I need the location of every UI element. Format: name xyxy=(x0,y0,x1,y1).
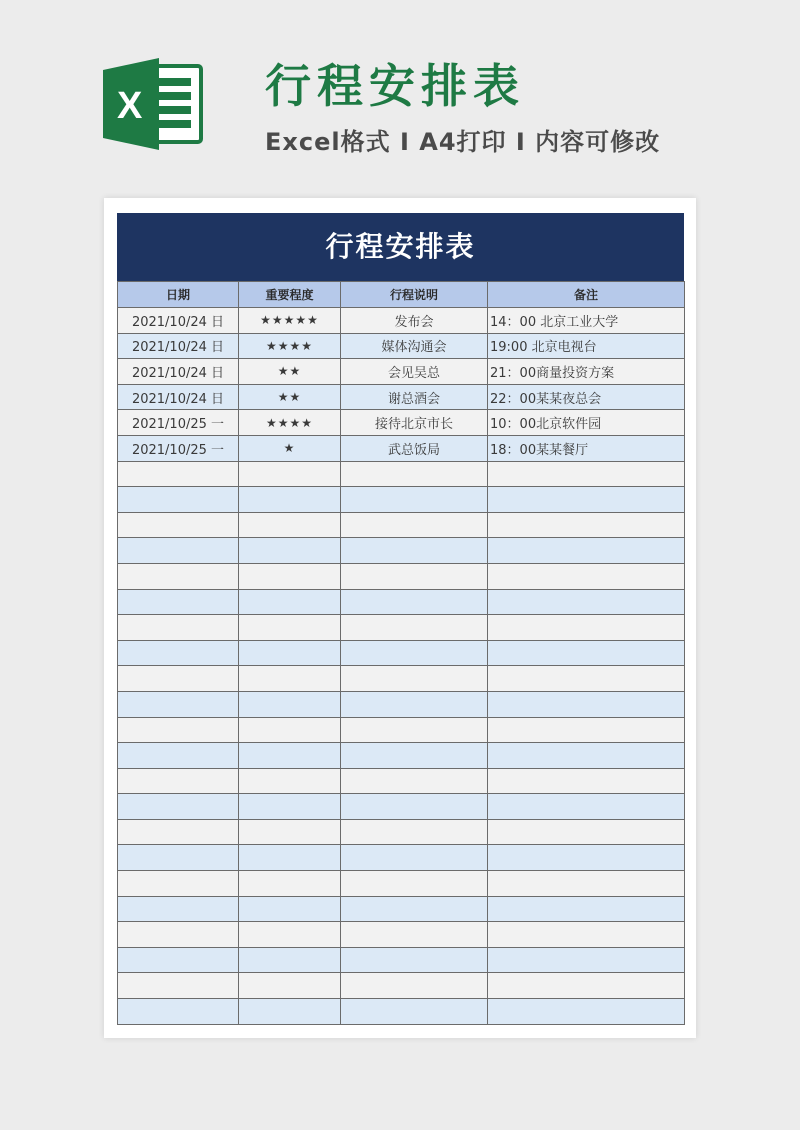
cell-description[interactable] xyxy=(341,845,488,871)
cell-importance[interactable]: ★★ xyxy=(239,384,341,410)
cell-date[interactable] xyxy=(118,461,239,487)
cell-importance[interactable]: ★ xyxy=(239,435,341,461)
cell-date[interactable] xyxy=(118,947,239,973)
column-header-date: 日期 xyxy=(118,282,239,308)
cell-date[interactable] xyxy=(118,666,239,692)
cell-note[interactable]: 14：00 北京工业大学 xyxy=(488,308,685,334)
cell-date[interactable] xyxy=(118,487,239,513)
cell-date[interactable] xyxy=(118,743,239,769)
cell-note[interactable] xyxy=(488,947,685,973)
cell-date[interactable]: 2021/10/24 日 xyxy=(118,308,239,334)
cell-note[interactable] xyxy=(488,512,685,538)
empty-table-row xyxy=(118,717,685,743)
cell-date[interactable] xyxy=(118,794,239,820)
cell-description[interactable]: 谢总酒会 xyxy=(341,384,488,410)
excel-icon xyxy=(103,58,203,150)
cell-date[interactable] xyxy=(118,819,239,845)
schedule-sheet xyxy=(117,213,684,1025)
cell-description[interactable] xyxy=(341,768,488,794)
cell-note[interactable] xyxy=(488,563,685,589)
cell-description[interactable] xyxy=(341,461,488,487)
table-row xyxy=(118,435,685,461)
cell-date[interactable] xyxy=(118,640,239,666)
cell-importance[interactable] xyxy=(239,512,341,538)
cell-date[interactable]: 2021/10/25 一 xyxy=(118,435,239,461)
empty-table-row xyxy=(118,999,685,1025)
cell-importance[interactable] xyxy=(239,563,341,589)
cell-description[interactable]: 接待北京市长 xyxy=(341,410,488,436)
cell-description[interactable] xyxy=(341,666,488,692)
table-row xyxy=(118,359,685,385)
cell-note[interactable]: 10：00北京软件园 xyxy=(488,410,685,436)
page-title: 行程安排表 xyxy=(265,59,525,113)
empty-table-row xyxy=(118,743,685,769)
empty-table-row xyxy=(118,947,685,973)
table-header-row xyxy=(118,282,685,308)
cell-description[interactable] xyxy=(341,538,488,564)
cell-description[interactable] xyxy=(341,563,488,589)
empty-table-row xyxy=(118,922,685,948)
cell-note[interactable] xyxy=(488,589,685,615)
cell-importance[interactable]: ★★★★★ xyxy=(239,308,341,334)
column-header-note: 备注 xyxy=(488,282,685,308)
empty-table-row xyxy=(118,896,685,922)
cell-date[interactable] xyxy=(118,896,239,922)
cell-note[interactable] xyxy=(488,768,685,794)
cell-importance[interactable] xyxy=(239,615,341,641)
cell-importance[interactable] xyxy=(239,947,341,973)
empty-table-row xyxy=(118,512,685,538)
cell-date[interactable] xyxy=(118,538,239,564)
cell-description[interactable] xyxy=(341,794,488,820)
table-row xyxy=(118,333,685,359)
cell-importance[interactable] xyxy=(239,845,341,871)
cell-description[interactable]: 武总饭局 xyxy=(341,435,488,461)
cell-date[interactable]: 2021/10/24 日 xyxy=(118,359,239,385)
cell-importance[interactable] xyxy=(239,691,341,717)
cell-importance[interactable] xyxy=(239,973,341,999)
cell-importance[interactable] xyxy=(239,461,341,487)
cell-importance[interactable]: ★★★★ xyxy=(239,333,341,359)
cell-description[interactable] xyxy=(341,615,488,641)
page-subtitle: Excel格式 I A4打印 I 内容可修改 xyxy=(265,128,661,156)
empty-table-row xyxy=(118,794,685,820)
cell-note[interactable] xyxy=(488,461,685,487)
cell-importance[interactable] xyxy=(239,666,341,692)
cell-description[interactable] xyxy=(341,871,488,897)
schedule-table xyxy=(117,281,685,1025)
cell-note[interactable]: 19:00 北京电视台 xyxy=(488,333,685,359)
cell-description[interactable] xyxy=(341,947,488,973)
cell-note[interactable] xyxy=(488,819,685,845)
cell-description[interactable] xyxy=(341,487,488,513)
empty-table-row xyxy=(118,487,685,513)
cell-note[interactable] xyxy=(488,487,685,513)
logo-letter: X xyxy=(117,85,143,127)
cell-note[interactable] xyxy=(488,640,685,666)
cell-importance[interactable]: ★★★★ xyxy=(239,410,341,436)
cell-description[interactable] xyxy=(341,691,488,717)
cell-note[interactable]: 21：00商量投资方案 xyxy=(488,359,685,385)
cell-date[interactable] xyxy=(118,563,239,589)
table-row xyxy=(118,308,685,334)
cell-date[interactable] xyxy=(118,615,239,641)
cell-importance[interactable] xyxy=(239,589,341,615)
cell-date[interactable] xyxy=(118,691,239,717)
cell-date[interactable] xyxy=(118,871,239,897)
cell-importance[interactable] xyxy=(239,640,341,666)
cell-date[interactable] xyxy=(118,922,239,948)
cell-description[interactable] xyxy=(341,973,488,999)
empty-table-row xyxy=(118,461,685,487)
cell-description[interactable] xyxy=(341,743,488,769)
cell-date[interactable] xyxy=(118,999,239,1025)
table-row xyxy=(118,384,685,410)
column-header-importance: 重要程度 xyxy=(239,282,341,308)
empty-table-row xyxy=(118,538,685,564)
cell-description[interactable] xyxy=(341,589,488,615)
cell-importance[interactable] xyxy=(239,794,341,820)
cell-importance[interactable] xyxy=(239,768,341,794)
cell-date[interactable] xyxy=(118,973,239,999)
cell-importance[interactable]: ★★ xyxy=(239,359,341,385)
cell-importance[interactable] xyxy=(239,487,341,513)
empty-table-row xyxy=(118,563,685,589)
cell-importance[interactable] xyxy=(239,717,341,743)
empty-table-row xyxy=(118,768,685,794)
cell-note[interactable] xyxy=(488,794,685,820)
empty-table-row xyxy=(118,666,685,692)
cell-importance[interactable] xyxy=(239,871,341,897)
empty-table-row xyxy=(118,973,685,999)
cell-note[interactable]: 22：00某某夜总会 xyxy=(488,384,685,410)
cell-note[interactable] xyxy=(488,538,685,564)
cell-date[interactable] xyxy=(118,717,239,743)
cell-note[interactable] xyxy=(488,717,685,743)
cell-date[interactable]: 2021/10/24 日 xyxy=(118,333,239,359)
cell-importance[interactable] xyxy=(239,743,341,769)
empty-table-row xyxy=(118,589,685,615)
cell-note[interactable] xyxy=(488,743,685,769)
cell-description[interactable]: 媒体沟通会 xyxy=(341,333,488,359)
cell-date[interactable] xyxy=(118,512,239,538)
cell-description[interactable]: 发布会 xyxy=(341,308,488,334)
cell-importance[interactable] xyxy=(239,999,341,1025)
sheet-banner: 行程安排表 xyxy=(117,213,684,281)
cell-note[interactable] xyxy=(488,973,685,999)
cell-note[interactable] xyxy=(488,691,685,717)
empty-table-row xyxy=(118,691,685,717)
cell-importance[interactable] xyxy=(239,538,341,564)
cell-note[interactable] xyxy=(488,666,685,692)
cell-importance[interactable] xyxy=(239,896,341,922)
cell-description[interactable] xyxy=(341,512,488,538)
cell-description[interactable]: 会见吴总 xyxy=(341,359,488,385)
cell-description[interactable] xyxy=(341,717,488,743)
cell-note[interactable] xyxy=(488,845,685,871)
cell-note[interactable] xyxy=(488,999,685,1025)
table-row xyxy=(118,410,685,436)
cell-description[interactable] xyxy=(341,640,488,666)
empty-table-row xyxy=(118,615,685,641)
cell-date[interactable] xyxy=(118,845,239,871)
cell-note[interactable] xyxy=(488,615,685,641)
cell-description[interactable] xyxy=(341,922,488,948)
cell-description[interactable] xyxy=(341,819,488,845)
cell-date[interactable]: 2021/10/25 一 xyxy=(118,410,239,436)
empty-table-row xyxy=(118,845,685,871)
cell-note[interactable] xyxy=(488,896,685,922)
cell-note[interactable] xyxy=(488,871,685,897)
cell-importance[interactable] xyxy=(239,819,341,845)
cell-date[interactable] xyxy=(118,589,239,615)
empty-table-row xyxy=(118,640,685,666)
cell-importance[interactable] xyxy=(239,922,341,948)
column-header-description: 行程说明 xyxy=(341,282,488,308)
cell-note[interactable] xyxy=(488,922,685,948)
cell-description[interactable] xyxy=(341,999,488,1025)
cell-note[interactable]: 18：00某某餐厅 xyxy=(488,435,685,461)
empty-table-row xyxy=(118,871,685,897)
cell-description[interactable] xyxy=(341,896,488,922)
cell-date[interactable] xyxy=(118,768,239,794)
cell-date[interactable]: 2021/10/24 日 xyxy=(118,384,239,410)
empty-table-row xyxy=(118,819,685,845)
